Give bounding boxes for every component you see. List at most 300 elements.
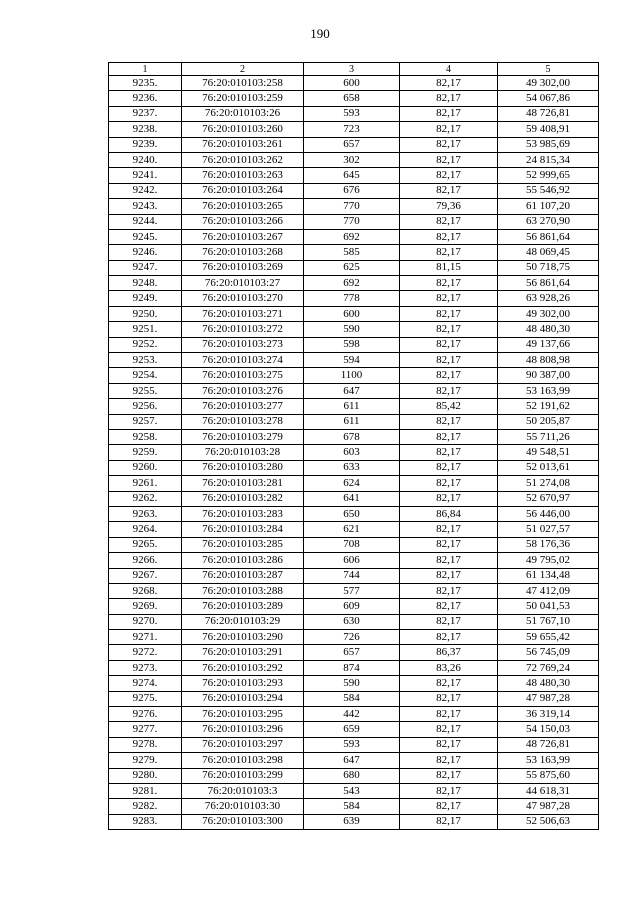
- cadastral-number-cell: 76:20:010103:259: [182, 91, 304, 106]
- row-number-cell: 9237.: [109, 106, 182, 121]
- cadastral-number-cell: 76:20:010103:285: [182, 537, 304, 552]
- value-cell: 47 987,28: [498, 799, 599, 814]
- value-cell: 63 928,26: [498, 291, 599, 306]
- table-body: [109, 76, 599, 830]
- area-cell: 770: [304, 199, 400, 214]
- table-row: [109, 214, 599, 229]
- row-number-cell: 9274.: [109, 676, 182, 691]
- cadastral-number-cell: 76:20:010103:30: [182, 799, 304, 814]
- cadastral-number-cell: 76:20:010103:276: [182, 383, 304, 398]
- rate-cell: 82,17: [400, 799, 498, 814]
- table-row: [109, 599, 599, 614]
- column-header-4: 4: [400, 63, 498, 76]
- rate-cell: 82,17: [400, 245, 498, 260]
- area-cell: 590: [304, 322, 400, 337]
- value-cell: 59 408,91: [498, 122, 599, 137]
- row-number-cell: 9269.: [109, 599, 182, 614]
- rate-cell: 82,17: [400, 599, 498, 614]
- rate-cell: 82,17: [400, 76, 498, 91]
- cadastral-number-cell: 76:20:010103:278: [182, 414, 304, 429]
- rate-cell: 82,17: [400, 691, 498, 706]
- table-row: [109, 783, 599, 798]
- row-number-cell: 9264.: [109, 522, 182, 537]
- table-row: [109, 183, 599, 198]
- area-cell: 680: [304, 768, 400, 783]
- row-number-cell: 9252.: [109, 337, 182, 352]
- rate-cell: 81,15: [400, 260, 498, 275]
- value-cell: 56 446,00: [498, 506, 599, 521]
- value-cell: 47 987,28: [498, 691, 599, 706]
- rate-cell: 82,17: [400, 106, 498, 121]
- area-cell: 624: [304, 476, 400, 491]
- table-row: [109, 491, 599, 506]
- cadastral-number-cell: 76:20:010103:262: [182, 152, 304, 167]
- area-cell: 593: [304, 737, 400, 752]
- cadastral-number-cell: 76:20:010103:26: [182, 106, 304, 121]
- area-cell: 726: [304, 630, 400, 645]
- cadastral-number-cell: 76:20:010103:266: [182, 214, 304, 229]
- table-row: [109, 522, 599, 537]
- row-number-cell: 9260.: [109, 460, 182, 475]
- rate-cell: 82,17: [400, 737, 498, 752]
- area-cell: 577: [304, 583, 400, 598]
- value-cell: 50 205,87: [498, 414, 599, 429]
- row-number-cell: 9241.: [109, 168, 182, 183]
- row-number-cell: 9267.: [109, 568, 182, 583]
- cadastral-number-cell: 76:20:010103:280: [182, 460, 304, 475]
- rate-cell: 82,17: [400, 537, 498, 552]
- area-cell: 600: [304, 306, 400, 321]
- table-row: [109, 583, 599, 598]
- table-row: [109, 414, 599, 429]
- cadastral-number-cell: 76:20:010103:263: [182, 168, 304, 183]
- table-row: [109, 799, 599, 814]
- rate-cell: 85,42: [400, 399, 498, 414]
- table-row: [109, 353, 599, 368]
- table-row: [109, 676, 599, 691]
- cadastral-number-cell: 76:20:010103:290: [182, 630, 304, 645]
- area-cell: 645: [304, 168, 400, 183]
- row-number-cell: 9240.: [109, 152, 182, 167]
- area-cell: 603: [304, 445, 400, 460]
- row-number-cell: 9259.: [109, 445, 182, 460]
- row-number-cell: 9275.: [109, 691, 182, 706]
- value-cell: 48 726,81: [498, 106, 599, 121]
- cadastral-number-cell: 76:20:010103:288: [182, 583, 304, 598]
- cadastral-number-cell: 76:20:010103:289: [182, 599, 304, 614]
- cadastral-number-cell: 76:20:010103:295: [182, 707, 304, 722]
- table-row: [109, 152, 599, 167]
- rate-cell: 82,17: [400, 214, 498, 229]
- rate-cell: 82,17: [400, 445, 498, 460]
- rate-cell: 82,17: [400, 337, 498, 352]
- row-number-cell: 9244.: [109, 214, 182, 229]
- row-number-cell: 9281.: [109, 783, 182, 798]
- rate-cell: 82,17: [400, 707, 498, 722]
- area-cell: 611: [304, 399, 400, 414]
- cadastral-number-cell: 76:20:010103:274: [182, 353, 304, 368]
- rate-cell: 82,17: [400, 676, 498, 691]
- value-cell: 56 861,64: [498, 276, 599, 291]
- value-cell: 51 767,10: [498, 614, 599, 629]
- rate-cell: 82,17: [400, 414, 498, 429]
- row-number-cell: 9283.: [109, 814, 182, 829]
- row-number-cell: 9254.: [109, 368, 182, 383]
- row-number-cell: 9261.: [109, 476, 182, 491]
- value-cell: 48 480,30: [498, 322, 599, 337]
- cadastral-number-cell: 76:20:010103:281: [182, 476, 304, 491]
- area-cell: 657: [304, 137, 400, 152]
- table-row: [109, 399, 599, 414]
- row-number-cell: 9278.: [109, 737, 182, 752]
- area-cell: 650: [304, 506, 400, 521]
- cadastral-number-cell: 76:20:010103:291: [182, 645, 304, 660]
- area-cell: 633: [304, 460, 400, 475]
- row-number-cell: 9257.: [109, 414, 182, 429]
- value-cell: 49 137,66: [498, 337, 599, 352]
- value-cell: 36 319,14: [498, 707, 599, 722]
- cadastral-number-cell: 76:20:010103:270: [182, 291, 304, 306]
- table-row: [109, 322, 599, 337]
- table-row: [109, 91, 599, 106]
- rate-cell: 82,17: [400, 353, 498, 368]
- value-cell: 59 655,42: [498, 630, 599, 645]
- table-row: [109, 722, 599, 737]
- area-cell: 676: [304, 183, 400, 198]
- area-cell: 442: [304, 707, 400, 722]
- column-header-2: 2: [182, 63, 304, 76]
- table-row: [109, 630, 599, 645]
- value-cell: 63 270,90: [498, 214, 599, 229]
- value-cell: 49 302,00: [498, 306, 599, 321]
- cadastral-number-cell: 76:20:010103:260: [182, 122, 304, 137]
- row-number-cell: 9266.: [109, 553, 182, 568]
- table-row: [109, 614, 599, 629]
- area-cell: 584: [304, 691, 400, 706]
- row-number-cell: 9253.: [109, 353, 182, 368]
- value-cell: 48 726,81: [498, 737, 599, 752]
- value-cell: 52 999,65: [498, 168, 599, 183]
- value-cell: 51 274,08: [498, 476, 599, 491]
- value-cell: 48 480,30: [498, 676, 599, 691]
- row-number-cell: 9243.: [109, 199, 182, 214]
- cadastral-number-cell: 76:20:010103:267: [182, 229, 304, 244]
- value-cell: 55 546,92: [498, 183, 599, 198]
- value-cell: 24 815,34: [498, 152, 599, 167]
- value-cell: 54 067,86: [498, 91, 599, 106]
- area-cell: 641: [304, 491, 400, 506]
- area-cell: 1100: [304, 368, 400, 383]
- rate-cell: 82,17: [400, 429, 498, 444]
- value-cell: 56 861,64: [498, 229, 599, 244]
- cadastral-number-cell: 76:20:010103:294: [182, 691, 304, 706]
- area-cell: 585: [304, 245, 400, 260]
- rate-cell: 82,17: [400, 614, 498, 629]
- table-row: [109, 368, 599, 383]
- table-row: [109, 707, 599, 722]
- rate-cell: 82,17: [400, 229, 498, 244]
- cadastral-number-cell: 76:20:010103:282: [182, 491, 304, 506]
- cadastral-number-cell: 76:20:010103:297: [182, 737, 304, 752]
- rate-cell: 82,17: [400, 583, 498, 598]
- row-number-cell: 9276.: [109, 707, 182, 722]
- rate-cell: 82,17: [400, 768, 498, 783]
- cadastral-number-cell: 76:20:010103:298: [182, 753, 304, 768]
- value-cell: 50 041,53: [498, 599, 599, 614]
- rate-cell: 82,17: [400, 630, 498, 645]
- rate-cell: 82,17: [400, 783, 498, 798]
- table-row: [109, 753, 599, 768]
- value-cell: 90 387,00: [498, 368, 599, 383]
- row-number-cell: 9265.: [109, 537, 182, 552]
- area-cell: 659: [304, 722, 400, 737]
- rate-cell: 82,17: [400, 568, 498, 583]
- value-cell: 49 548,51: [498, 445, 599, 460]
- table-row: [109, 460, 599, 475]
- row-number-cell: 9263.: [109, 506, 182, 521]
- value-cell: 54 150,03: [498, 722, 599, 737]
- cadastral-number-cell: 76:20:010103:29: [182, 614, 304, 629]
- column-header-1: 1: [109, 63, 182, 76]
- area-cell: 611: [304, 414, 400, 429]
- cadastral-number-cell: 76:20:010103:300: [182, 814, 304, 829]
- rate-cell: 82,17: [400, 522, 498, 537]
- row-number-cell: 9235.: [109, 76, 182, 91]
- value-cell: 61 134,48: [498, 568, 599, 583]
- area-cell: 302: [304, 152, 400, 167]
- area-cell: 630: [304, 614, 400, 629]
- row-number-cell: 9270.: [109, 614, 182, 629]
- table-row: [109, 691, 599, 706]
- cadastral-number-cell: 76:20:010103:269: [182, 260, 304, 275]
- table-row: [109, 537, 599, 552]
- value-cell: 48 069,45: [498, 245, 599, 260]
- value-cell: 52 506,63: [498, 814, 599, 829]
- table-header-row: [109, 63, 599, 76]
- row-number-cell: 9248.: [109, 276, 182, 291]
- row-number-cell: 9247.: [109, 260, 182, 275]
- row-number-cell: 9282.: [109, 799, 182, 814]
- row-number-cell: 9246.: [109, 245, 182, 260]
- area-cell: 621: [304, 522, 400, 537]
- cadastral-number-cell: 76:20:010103:273: [182, 337, 304, 352]
- table-row: [109, 814, 599, 829]
- rate-cell: 86,84: [400, 506, 498, 521]
- table-row: [109, 137, 599, 152]
- value-cell: 53 163,99: [498, 753, 599, 768]
- cadastral-number-cell: 76:20:010103:258: [182, 76, 304, 91]
- rate-cell: 82,17: [400, 753, 498, 768]
- table-row: [109, 260, 599, 275]
- cadastral-number-cell: 76:20:010103:265: [182, 199, 304, 214]
- rate-cell: 82,17: [400, 383, 498, 398]
- area-cell: 590: [304, 676, 400, 691]
- row-number-cell: 9262.: [109, 491, 182, 506]
- table-row: [109, 645, 599, 660]
- area-cell: 778: [304, 291, 400, 306]
- row-number-cell: 9273.: [109, 660, 182, 675]
- row-number-cell: 9249.: [109, 291, 182, 306]
- rate-cell: 82,17: [400, 276, 498, 291]
- table-row: [109, 768, 599, 783]
- rate-cell: 82,17: [400, 183, 498, 198]
- table-row: [109, 737, 599, 752]
- area-cell: 723: [304, 122, 400, 137]
- table-row: [109, 337, 599, 352]
- cadastral-number-cell: 76:20:010103:284: [182, 522, 304, 537]
- rate-cell: 82,17: [400, 553, 498, 568]
- area-cell: 639: [304, 814, 400, 829]
- table-row: [109, 506, 599, 521]
- rate-cell: 82,17: [400, 322, 498, 337]
- table-row: [109, 553, 599, 568]
- rate-cell: 82,17: [400, 476, 498, 491]
- row-number-cell: 9245.: [109, 229, 182, 244]
- row-number-cell: 9258.: [109, 429, 182, 444]
- area-cell: 692: [304, 229, 400, 244]
- cadastral-number-cell: 76:20:010103:268: [182, 245, 304, 260]
- value-cell: 52 191,62: [498, 399, 599, 414]
- row-number-cell: 9271.: [109, 630, 182, 645]
- rate-cell: 82,17: [400, 306, 498, 321]
- page-number: 190: [310, 26, 330, 41]
- area-cell: 770: [304, 214, 400, 229]
- value-cell: 55 875,60: [498, 768, 599, 783]
- cadastral-number-cell: 76:20:010103:283: [182, 506, 304, 521]
- row-number-cell: 9251.: [109, 322, 182, 337]
- rate-cell: 82,17: [400, 168, 498, 183]
- rate-cell: 82,17: [400, 722, 498, 737]
- cadastral-number-cell: 76:20:010103:3: [182, 783, 304, 798]
- table-row: [109, 660, 599, 675]
- area-cell: 657: [304, 645, 400, 660]
- table-row: [109, 168, 599, 183]
- column-header-5: 5: [498, 63, 599, 76]
- area-cell: 593: [304, 106, 400, 121]
- cadastral-number-cell: 76:20:010103:28: [182, 445, 304, 460]
- value-cell: 44 618,31: [498, 783, 599, 798]
- area-cell: 609: [304, 599, 400, 614]
- rate-cell: 79,36: [400, 199, 498, 214]
- area-cell: 708: [304, 537, 400, 552]
- cadastral-number-cell: 76:20:010103:299: [182, 768, 304, 783]
- rate-cell: 82,17: [400, 91, 498, 106]
- area-cell: 658: [304, 91, 400, 106]
- value-cell: 61 107,20: [498, 199, 599, 214]
- value-cell: 53 985,69: [498, 137, 599, 152]
- row-number-cell: 9239.: [109, 137, 182, 152]
- row-number-cell: 9236.: [109, 91, 182, 106]
- value-cell: 48 808,98: [498, 353, 599, 368]
- value-cell: 56 745,09: [498, 645, 599, 660]
- row-number-cell: 9268.: [109, 583, 182, 598]
- cadastral-number-cell: 76:20:010103:264: [182, 183, 304, 198]
- row-number-cell: 9250.: [109, 306, 182, 321]
- cadastral-number-cell: 76:20:010103:293: [182, 676, 304, 691]
- cadastral-number-cell: 76:20:010103:279: [182, 429, 304, 444]
- cadastral-number-cell: 76:20:010103:287: [182, 568, 304, 583]
- rate-cell: 82,17: [400, 368, 498, 383]
- rate-cell: 82,17: [400, 291, 498, 306]
- cadastral-number-cell: 76:20:010103:286: [182, 553, 304, 568]
- area-cell: 874: [304, 660, 400, 675]
- table-row: [109, 245, 599, 260]
- table-row: [109, 199, 599, 214]
- table-row: [109, 276, 599, 291]
- area-cell: 606: [304, 553, 400, 568]
- row-number-cell: 9238.: [109, 122, 182, 137]
- value-cell: 49 795,02: [498, 553, 599, 568]
- area-cell: 584: [304, 799, 400, 814]
- area-cell: 594: [304, 353, 400, 368]
- column-header-3: 3: [304, 63, 400, 76]
- cadastral-number-cell: 76:20:010103:261: [182, 137, 304, 152]
- rate-cell: 86,37: [400, 645, 498, 660]
- table-row: [109, 306, 599, 321]
- cadastral-number-cell: 76:20:010103:292: [182, 660, 304, 675]
- table-row: [109, 76, 599, 91]
- rate-cell: 82,17: [400, 491, 498, 506]
- cadastral-number-cell: 76:20:010103:272: [182, 322, 304, 337]
- cadastral-number-cell: 76:20:010103:271: [182, 306, 304, 321]
- table-row: [109, 291, 599, 306]
- value-cell: 53 163,99: [498, 383, 599, 398]
- area-cell: 598: [304, 337, 400, 352]
- rate-cell: 82,17: [400, 460, 498, 475]
- table-row: [109, 383, 599, 398]
- table-row: [109, 429, 599, 444]
- rate-cell: 82,17: [400, 152, 498, 167]
- cadastral-number-cell: 76:20:010103:27: [182, 276, 304, 291]
- value-cell: 51 027,57: [498, 522, 599, 537]
- table-row: [109, 445, 599, 460]
- value-cell: 47 412,09: [498, 583, 599, 598]
- table-row: [109, 476, 599, 491]
- rate-cell: 82,17: [400, 122, 498, 137]
- area-cell: 678: [304, 429, 400, 444]
- row-number-cell: 9255.: [109, 383, 182, 398]
- value-cell: 50 718,75: [498, 260, 599, 275]
- table-row: [109, 568, 599, 583]
- value-cell: 55 711,26: [498, 429, 599, 444]
- area-cell: 600: [304, 76, 400, 91]
- row-number-cell: 9280.: [109, 768, 182, 783]
- row-number-cell: 9256.: [109, 399, 182, 414]
- rate-cell: 82,17: [400, 814, 498, 829]
- cadastral-value-table: [108, 62, 599, 830]
- cadastral-number-cell: 76:20:010103:277: [182, 399, 304, 414]
- area-cell: 543: [304, 783, 400, 798]
- row-number-cell: 9272.: [109, 645, 182, 660]
- value-cell: 49 302,00: [498, 76, 599, 91]
- area-cell: 647: [304, 753, 400, 768]
- value-cell: 58 176,36: [498, 537, 599, 552]
- rate-cell: 82,17: [400, 137, 498, 152]
- area-cell: 647: [304, 383, 400, 398]
- table-row: [109, 122, 599, 137]
- area-cell: 625: [304, 260, 400, 275]
- table-row: [109, 106, 599, 121]
- table-row: [109, 229, 599, 244]
- area-cell: 692: [304, 276, 400, 291]
- area-cell: 744: [304, 568, 400, 583]
- rate-cell: 83,26: [400, 660, 498, 675]
- row-number-cell: 9279.: [109, 753, 182, 768]
- value-cell: 52 013,61: [498, 460, 599, 475]
- value-cell: 52 670,97: [498, 491, 599, 506]
- value-cell: 72 769,24: [498, 660, 599, 675]
- cadastral-number-cell: 76:20:010103:296: [182, 722, 304, 737]
